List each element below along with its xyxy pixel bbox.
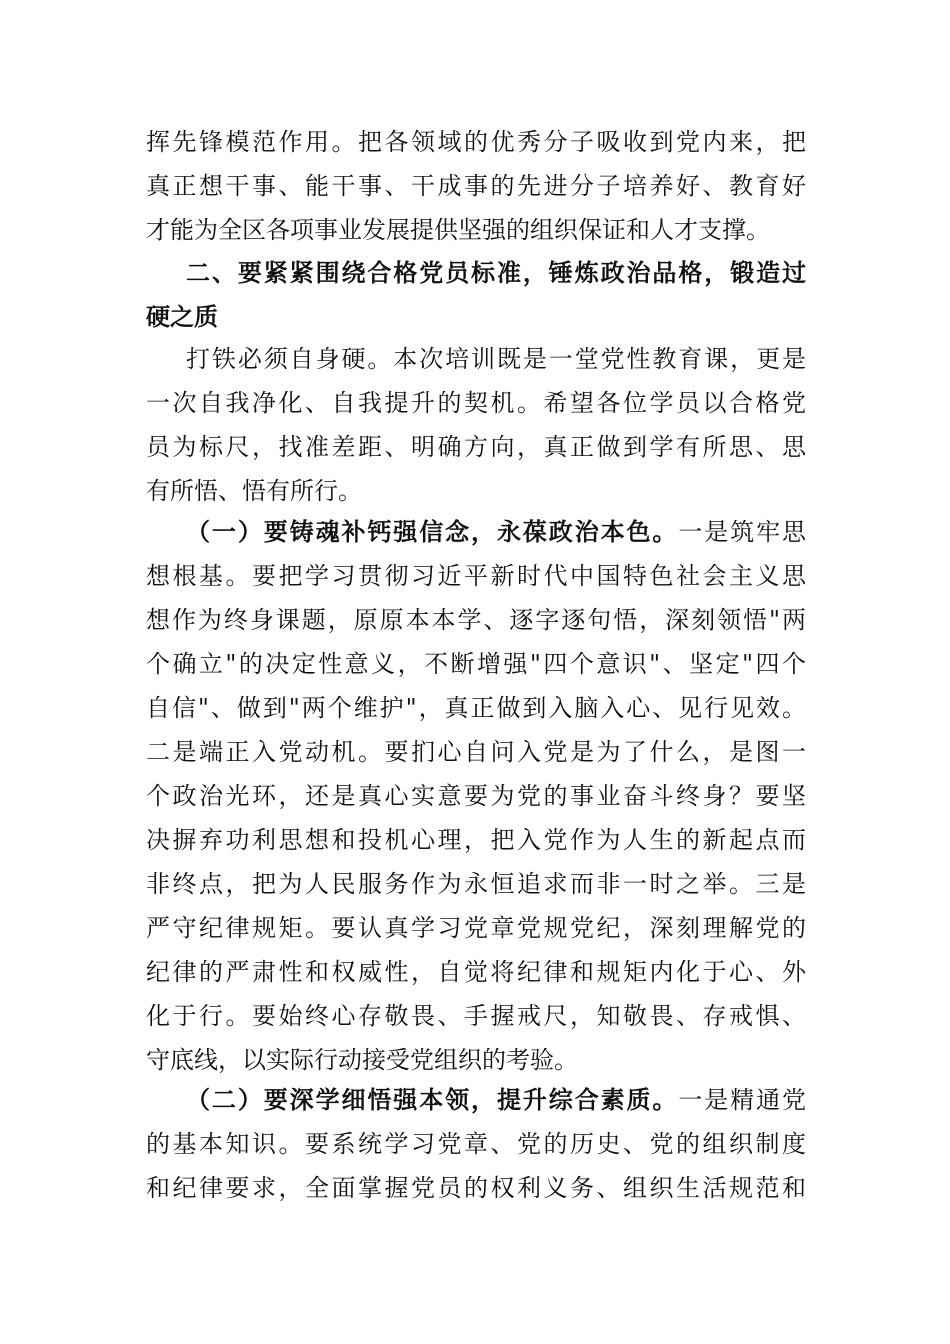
paragraph-subsection-1 [146, 510, 806, 1082]
heading-line: 二、要紧紧围绕合格党员标准，锤炼政治品格，锻造过 [186, 259, 806, 287]
text-line: 化于行。要始终心存敬畏、手握戒尺，知敬畏、存戒惧、 [146, 1002, 806, 1030]
text-run: 一是精通党 [678, 1086, 806, 1114]
subsection-title: （一）要铸魂补钙强信念，永葆政治本色。 [186, 518, 679, 546]
text-line: 非终点，把为人民服务作为永恒追求而非一时之举。三是 [146, 870, 806, 898]
text-line: 和纪律要求，全面掌握党员的权利义务、组织生活规范和 [146, 1174, 806, 1202]
text-line: 守底线，以实际行动接受党组织的考验。 [146, 1046, 578, 1074]
text-line: 真正想干事、能干事、干成事的先进分子培养好、教育好 [146, 172, 806, 200]
text-line: 决摒弃功利思想和投机心理，把入党作为人生的新起点而 [146, 826, 806, 854]
text-line: 员为标尺，找准差距、明确方向，真正做到学有所思、思 [146, 433, 806, 461]
text-line: 有所悟、悟有所行。 [146, 477, 362, 505]
text-line [146, 1078, 806, 1122]
section-heading-2 [146, 251, 806, 339]
text-line: 二是端正入党动机。要扪心自问入党是为了什么，是图一 [146, 738, 806, 766]
paragraph-subsection-2 [146, 1078, 806, 1210]
text-line: 自信"、做到"两个维护"，真正做到入脑入心、见行见效。 [146, 694, 806, 722]
text-line [146, 510, 806, 554]
text-line: 个确立"的决定性意义，不断增强"四个意识"、坚定"四个 [146, 650, 806, 678]
text-line: 严守纪律规矩。要认真学习党章党规党纪，深刻理解党的 [146, 914, 806, 942]
text-run: 一是筑牢思 [678, 518, 806, 546]
text-line: 个政治光环，还是真心实意要为党的事业奋斗终身？要坚 [146, 782, 806, 810]
paragraph-intro [146, 337, 806, 513]
text-line: 一次自我净化、自我提升的契机。希望各位学员以合格党 [146, 389, 806, 417]
text-line: 想作为终身课题，原原本本学、逐字逐句悟，深刻领悟"两 [146, 606, 806, 634]
text-line: 打铁必须自身硬。本次培训既是一堂党性教育课，更是 [186, 345, 806, 373]
text-line: 纪律的严肃性和权威性，自觉将纪律和规矩内化于心、外 [146, 958, 806, 986]
text-line: 的基本知识。要系统学习党章、党的历史、党的组织制度 [146, 1130, 806, 1158]
text-line: 才能为全区各项事业发展提供坚强的组织保证和人才支撑。 [146, 216, 770, 244]
subsection-title: （二）要深学细悟强本领，提升综合素质。 [186, 1086, 679, 1114]
heading-line: 硬之质 [146, 303, 218, 331]
text-line: 挥先锋模范作用。把各领域的优秀分子吸收到党内来，把 [146, 128, 806, 156]
text-line: 想根基。要把学习贯彻习近平新时代中国特色社会主义思 [146, 562, 806, 590]
paragraph-continuation [146, 120, 806, 252]
